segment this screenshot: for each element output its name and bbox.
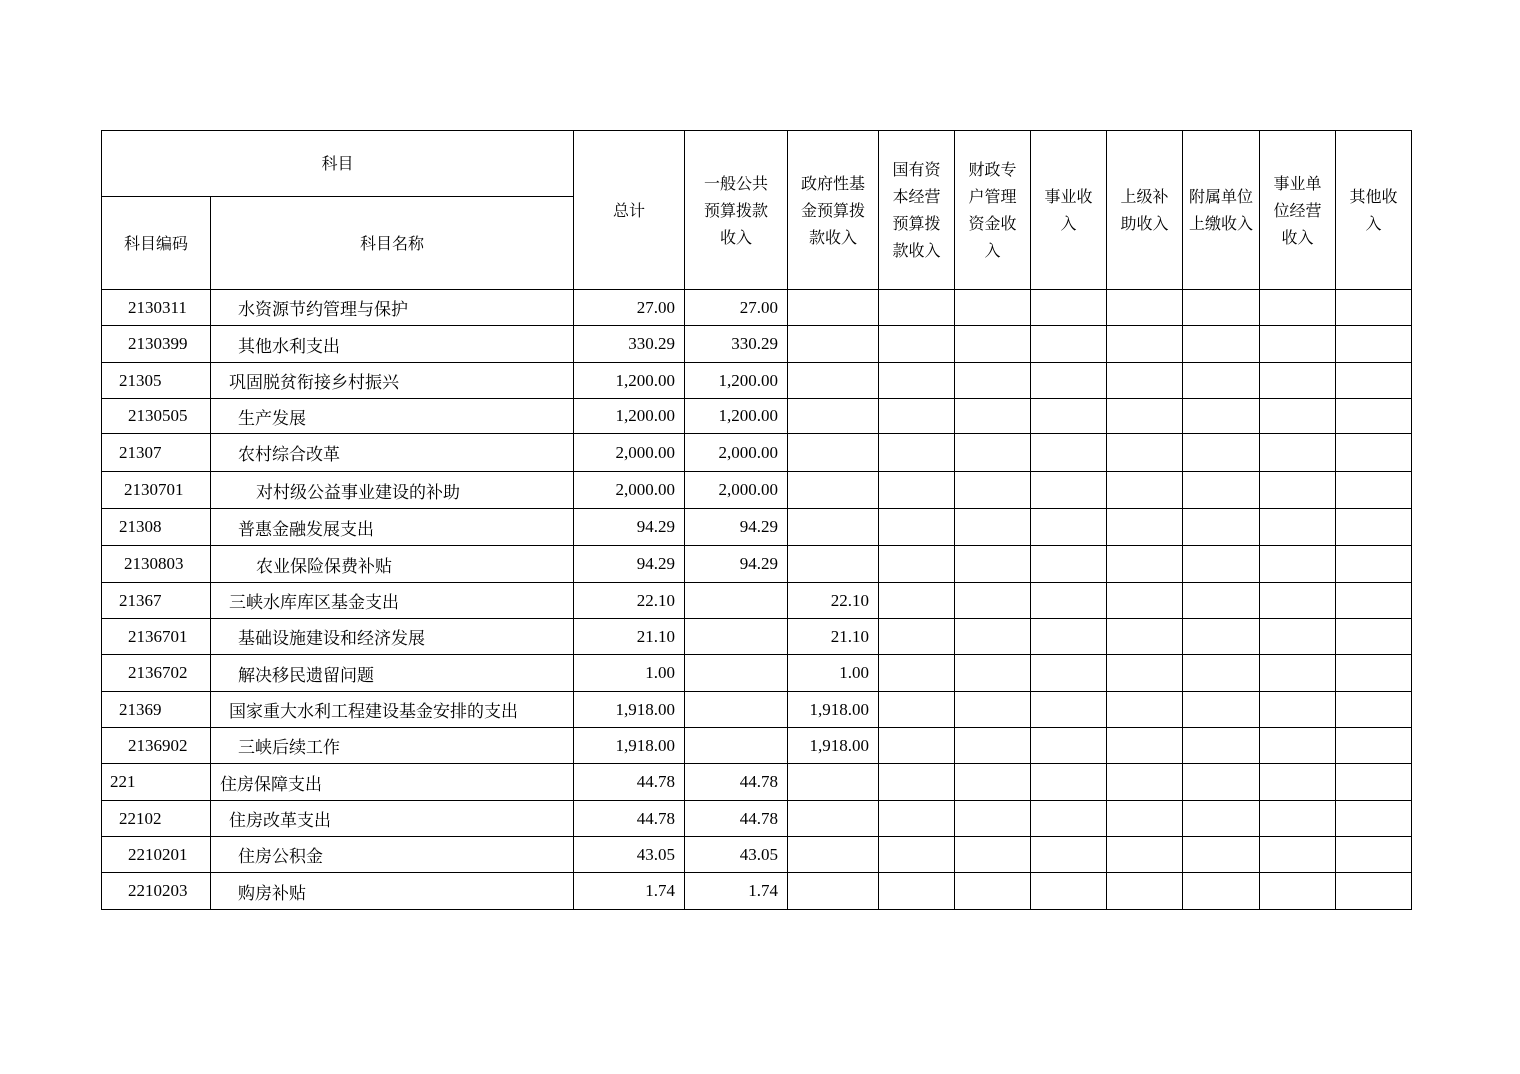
empty-cell bbox=[1107, 399, 1183, 434]
header-total: 总计 bbox=[574, 131, 685, 290]
empty-cell bbox=[1107, 655, 1183, 692]
row-total: 27.00 bbox=[574, 290, 685, 326]
row-general-budget bbox=[685, 655, 788, 692]
empty-cell bbox=[879, 472, 955, 509]
row-code: 2130399 bbox=[102, 326, 211, 363]
empty-cell bbox=[1107, 801, 1183, 837]
row-gov-fund bbox=[788, 873, 879, 910]
row-code: 21308 bbox=[102, 509, 211, 546]
row-general-budget: 44.78 bbox=[685, 764, 788, 801]
row-total: 1,918.00 bbox=[574, 692, 685, 728]
header-business-income: 事业收入 bbox=[1031, 131, 1107, 290]
empty-cell bbox=[1260, 290, 1336, 326]
empty-cell bbox=[1107, 619, 1183, 655]
row-gov-fund bbox=[788, 399, 879, 434]
empty-cell bbox=[1336, 399, 1412, 434]
empty-cell bbox=[1107, 290, 1183, 326]
row-code: 2130505 bbox=[102, 399, 211, 434]
empty-cell bbox=[879, 764, 955, 801]
empty-cell bbox=[1336, 583, 1412, 619]
empty-cell bbox=[1260, 363, 1336, 399]
row-gov-fund bbox=[788, 546, 879, 583]
empty-cell bbox=[1183, 399, 1260, 434]
row-total: 1,200.00 bbox=[574, 399, 685, 434]
row-total: 1.00 bbox=[574, 655, 685, 692]
budget-income-table bbox=[101, 130, 1412, 910]
empty-cell bbox=[1183, 472, 1260, 509]
row-general-budget bbox=[685, 692, 788, 728]
empty-cell bbox=[955, 434, 1031, 472]
empty-cell bbox=[1031, 363, 1107, 399]
empty-cell bbox=[1260, 692, 1336, 728]
empty-cell bbox=[1183, 363, 1260, 399]
row-total: 1.74 bbox=[574, 873, 685, 910]
empty-cell bbox=[955, 546, 1031, 583]
header-subject: 科目 bbox=[102, 131, 574, 197]
empty-cell bbox=[1260, 434, 1336, 472]
row-code: 2210203 bbox=[102, 873, 211, 910]
header-fiscal-special: 财政专户管理资金收入 bbox=[955, 131, 1031, 290]
empty-cell bbox=[1031, 472, 1107, 509]
row-total: 1,200.00 bbox=[574, 363, 685, 399]
row-gov-fund: 1,918.00 bbox=[788, 692, 879, 728]
empty-cell bbox=[1107, 363, 1183, 399]
row-name: 对村级公益事业建设的补助 bbox=[211, 472, 574, 509]
empty-cell bbox=[1183, 764, 1260, 801]
empty-cell bbox=[1183, 326, 1260, 363]
row-gov-fund: 1.00 bbox=[788, 655, 879, 692]
empty-cell bbox=[879, 655, 955, 692]
empty-cell bbox=[1336, 472, 1412, 509]
row-code: 21305 bbox=[102, 363, 211, 399]
row-general-budget: 43.05 bbox=[685, 837, 788, 873]
row-general-budget: 2,000.00 bbox=[685, 434, 788, 472]
empty-cell bbox=[1336, 363, 1412, 399]
empty-cell bbox=[955, 692, 1031, 728]
empty-cell bbox=[879, 399, 955, 434]
row-code: 2136902 bbox=[102, 728, 211, 764]
row-name: 农业保险保费补贴 bbox=[211, 546, 574, 583]
empty-cell bbox=[1107, 873, 1183, 910]
row-general-budget: 27.00 bbox=[685, 290, 788, 326]
row-name: 普惠金融发展支出 bbox=[211, 509, 574, 546]
empty-cell bbox=[1260, 399, 1336, 434]
table-row bbox=[102, 655, 1412, 692]
empty-cell bbox=[879, 290, 955, 326]
empty-cell bbox=[1336, 837, 1412, 873]
empty-cell bbox=[1031, 801, 1107, 837]
row-total: 21.10 bbox=[574, 619, 685, 655]
empty-cell bbox=[1260, 619, 1336, 655]
empty-cell bbox=[1336, 434, 1412, 472]
empty-cell bbox=[955, 655, 1031, 692]
empty-cell bbox=[879, 509, 955, 546]
empty-cell bbox=[879, 873, 955, 910]
row-gov-fund: 21.10 bbox=[788, 619, 879, 655]
empty-cell bbox=[1031, 873, 1107, 910]
empty-cell bbox=[1107, 728, 1183, 764]
empty-cell bbox=[879, 326, 955, 363]
row-name: 基础设施建设和经济发展 bbox=[211, 619, 574, 655]
row-code: 2136702 bbox=[102, 655, 211, 692]
row-general-budget bbox=[685, 619, 788, 655]
row-general-budget: 1,200.00 bbox=[685, 363, 788, 399]
empty-cell bbox=[1336, 509, 1412, 546]
row-name: 住房公积金 bbox=[211, 837, 574, 873]
row-code: 21307 bbox=[102, 434, 211, 472]
empty-cell bbox=[955, 837, 1031, 873]
row-general-budget bbox=[685, 583, 788, 619]
empty-cell bbox=[1183, 692, 1260, 728]
row-gov-fund bbox=[788, 326, 879, 363]
empty-cell bbox=[1336, 546, 1412, 583]
empty-cell bbox=[1107, 764, 1183, 801]
empty-cell bbox=[1260, 509, 1336, 546]
empty-cell bbox=[955, 290, 1031, 326]
row-total: 44.78 bbox=[574, 801, 685, 837]
empty-cell bbox=[1107, 472, 1183, 509]
empty-cell bbox=[1031, 619, 1107, 655]
empty-cell bbox=[879, 692, 955, 728]
row-gov-fund bbox=[788, 837, 879, 873]
table-row bbox=[102, 326, 1412, 363]
row-name: 国家重大水利工程建设基金安排的支出 bbox=[211, 692, 574, 728]
row-gov-fund: 22.10 bbox=[788, 583, 879, 619]
row-general-budget: 94.29 bbox=[685, 509, 788, 546]
row-code: 21369 bbox=[102, 692, 211, 728]
empty-cell bbox=[1260, 546, 1336, 583]
table-row bbox=[102, 801, 1412, 837]
empty-cell bbox=[1260, 873, 1336, 910]
header-affiliated-remit: 附属单位上缴收入 bbox=[1183, 131, 1260, 290]
header-gov-fund: 政府性基金预算拨款收入 bbox=[788, 131, 879, 290]
table-row bbox=[102, 509, 1412, 546]
row-total: 94.29 bbox=[574, 546, 685, 583]
row-code: 2210201 bbox=[102, 837, 211, 873]
empty-cell bbox=[1031, 326, 1107, 363]
row-total: 2,000.00 bbox=[574, 434, 685, 472]
row-total: 43.05 bbox=[574, 837, 685, 873]
empty-cell bbox=[1031, 509, 1107, 546]
row-general-budget: 1.74 bbox=[685, 873, 788, 910]
row-name: 解决移民遗留问题 bbox=[211, 655, 574, 692]
row-name: 三峡后续工作 bbox=[211, 728, 574, 764]
row-general-budget: 1,200.00 bbox=[685, 399, 788, 434]
row-name: 其他水利支出 bbox=[211, 326, 574, 363]
row-code: 2130311 bbox=[102, 290, 211, 326]
empty-cell bbox=[1260, 801, 1336, 837]
empty-cell bbox=[1336, 655, 1412, 692]
empty-cell bbox=[1183, 583, 1260, 619]
empty-cell bbox=[1336, 326, 1412, 363]
empty-cell bbox=[955, 509, 1031, 546]
row-total: 44.78 bbox=[574, 764, 685, 801]
empty-cell bbox=[879, 546, 955, 583]
empty-cell bbox=[1031, 290, 1107, 326]
header-general-budget: 一般公共预算拨款收入 bbox=[685, 131, 788, 290]
empty-cell bbox=[1260, 583, 1336, 619]
empty-cell bbox=[1336, 619, 1412, 655]
empty-cell bbox=[879, 583, 955, 619]
empty-cell bbox=[1183, 728, 1260, 764]
row-code: 22102 bbox=[102, 801, 211, 837]
empty-cell bbox=[1031, 764, 1107, 801]
row-code: 2130803 bbox=[102, 546, 211, 583]
row-name: 购房补贴 bbox=[211, 873, 574, 910]
empty-cell bbox=[1107, 434, 1183, 472]
row-general-budget: 94.29 bbox=[685, 546, 788, 583]
row-gov-fund bbox=[788, 801, 879, 837]
empty-cell bbox=[1183, 619, 1260, 655]
table-row bbox=[102, 434, 1412, 472]
row-code: 2130701 bbox=[102, 472, 211, 509]
row-code: 2136701 bbox=[102, 619, 211, 655]
empty-cell bbox=[1183, 546, 1260, 583]
empty-cell bbox=[1260, 764, 1336, 801]
row-gov-fund bbox=[788, 290, 879, 326]
empty-cell bbox=[879, 434, 955, 472]
table-row bbox=[102, 619, 1412, 655]
empty-cell bbox=[1031, 655, 1107, 692]
empty-cell bbox=[1031, 399, 1107, 434]
row-total: 330.29 bbox=[574, 326, 685, 363]
row-general-budget bbox=[685, 728, 788, 764]
empty-cell bbox=[955, 326, 1031, 363]
empty-cell bbox=[1260, 472, 1336, 509]
row-gov-fund bbox=[788, 764, 879, 801]
empty-cell bbox=[1336, 873, 1412, 910]
row-general-budget: 44.78 bbox=[685, 801, 788, 837]
empty-cell bbox=[1336, 692, 1412, 728]
empty-cell bbox=[1260, 655, 1336, 692]
empty-cell bbox=[1260, 837, 1336, 873]
empty-cell bbox=[1183, 873, 1260, 910]
header-superior-subsidy: 上级补助收入 bbox=[1107, 131, 1183, 290]
row-total: 2,000.00 bbox=[574, 472, 685, 509]
header-subject-code: 科目编码 bbox=[102, 197, 211, 290]
empty-cell bbox=[1107, 509, 1183, 546]
empty-cell bbox=[1107, 546, 1183, 583]
empty-cell bbox=[1031, 434, 1107, 472]
table-row bbox=[102, 692, 1412, 728]
header-unit-operating: 事业单位经营收入 bbox=[1260, 131, 1336, 290]
empty-cell bbox=[955, 764, 1031, 801]
empty-cell bbox=[1183, 837, 1260, 873]
empty-cell bbox=[1107, 326, 1183, 363]
empty-cell bbox=[879, 837, 955, 873]
row-code: 21367 bbox=[102, 583, 211, 619]
empty-cell bbox=[1183, 509, 1260, 546]
row-code: 221 bbox=[102, 764, 211, 801]
row-name: 生产发展 bbox=[211, 399, 574, 434]
empty-cell bbox=[879, 619, 955, 655]
row-name: 农村综合改革 bbox=[211, 434, 574, 472]
empty-cell bbox=[1260, 326, 1336, 363]
empty-cell bbox=[1031, 728, 1107, 764]
table-row bbox=[102, 764, 1412, 801]
empty-cell bbox=[1107, 837, 1183, 873]
empty-cell bbox=[1107, 583, 1183, 619]
empty-cell bbox=[955, 363, 1031, 399]
empty-cell bbox=[1183, 801, 1260, 837]
row-name: 水资源节约管理与保护 bbox=[211, 290, 574, 326]
row-name: 住房保障支出 bbox=[211, 764, 574, 801]
header-state-capital: 国有资本经营预算拨款收入 bbox=[879, 131, 955, 290]
row-name: 住房改革支出 bbox=[211, 801, 574, 837]
table-row bbox=[102, 728, 1412, 764]
row-gov-fund bbox=[788, 434, 879, 472]
table-row bbox=[102, 399, 1412, 434]
table-row bbox=[102, 363, 1412, 399]
empty-cell bbox=[1183, 434, 1260, 472]
row-name: 三峡水库库区基金支出 bbox=[211, 583, 574, 619]
row-general-budget: 330.29 bbox=[685, 326, 788, 363]
row-total: 94.29 bbox=[574, 509, 685, 546]
row-gov-fund: 1,918.00 bbox=[788, 728, 879, 764]
empty-cell bbox=[1031, 692, 1107, 728]
empty-cell bbox=[1183, 290, 1260, 326]
empty-cell bbox=[1107, 692, 1183, 728]
empty-cell bbox=[1031, 583, 1107, 619]
empty-cell bbox=[955, 583, 1031, 619]
row-name: 巩固脱贫衔接乡村振兴 bbox=[211, 363, 574, 399]
row-gov-fund bbox=[788, 472, 879, 509]
empty-cell bbox=[879, 801, 955, 837]
empty-cell bbox=[1336, 801, 1412, 837]
empty-cell bbox=[1031, 837, 1107, 873]
empty-cell bbox=[1336, 290, 1412, 326]
empty-cell bbox=[955, 619, 1031, 655]
empty-cell bbox=[879, 728, 955, 764]
empty-cell bbox=[1336, 764, 1412, 801]
empty-cell bbox=[1183, 655, 1260, 692]
table-row bbox=[102, 472, 1412, 509]
empty-cell bbox=[879, 363, 955, 399]
empty-cell bbox=[955, 801, 1031, 837]
empty-cell bbox=[1260, 728, 1336, 764]
empty-cell bbox=[955, 399, 1031, 434]
empty-cell bbox=[955, 728, 1031, 764]
row-total: 22.10 bbox=[574, 583, 685, 619]
empty-cell bbox=[955, 472, 1031, 509]
row-gov-fund bbox=[788, 509, 879, 546]
row-gov-fund bbox=[788, 363, 879, 399]
table-row bbox=[102, 873, 1412, 910]
empty-cell bbox=[1031, 546, 1107, 583]
header-subject-name: 科目名称 bbox=[211, 197, 574, 290]
row-general-budget: 2,000.00 bbox=[685, 472, 788, 509]
table-row bbox=[102, 546, 1412, 583]
table-row bbox=[102, 290, 1412, 326]
empty-cell bbox=[1336, 728, 1412, 764]
empty-cell bbox=[955, 873, 1031, 910]
table-row bbox=[102, 583, 1412, 619]
header-other-income: 其他收入 bbox=[1336, 131, 1412, 290]
table-row bbox=[102, 837, 1412, 873]
row-total: 1,918.00 bbox=[574, 728, 685, 764]
